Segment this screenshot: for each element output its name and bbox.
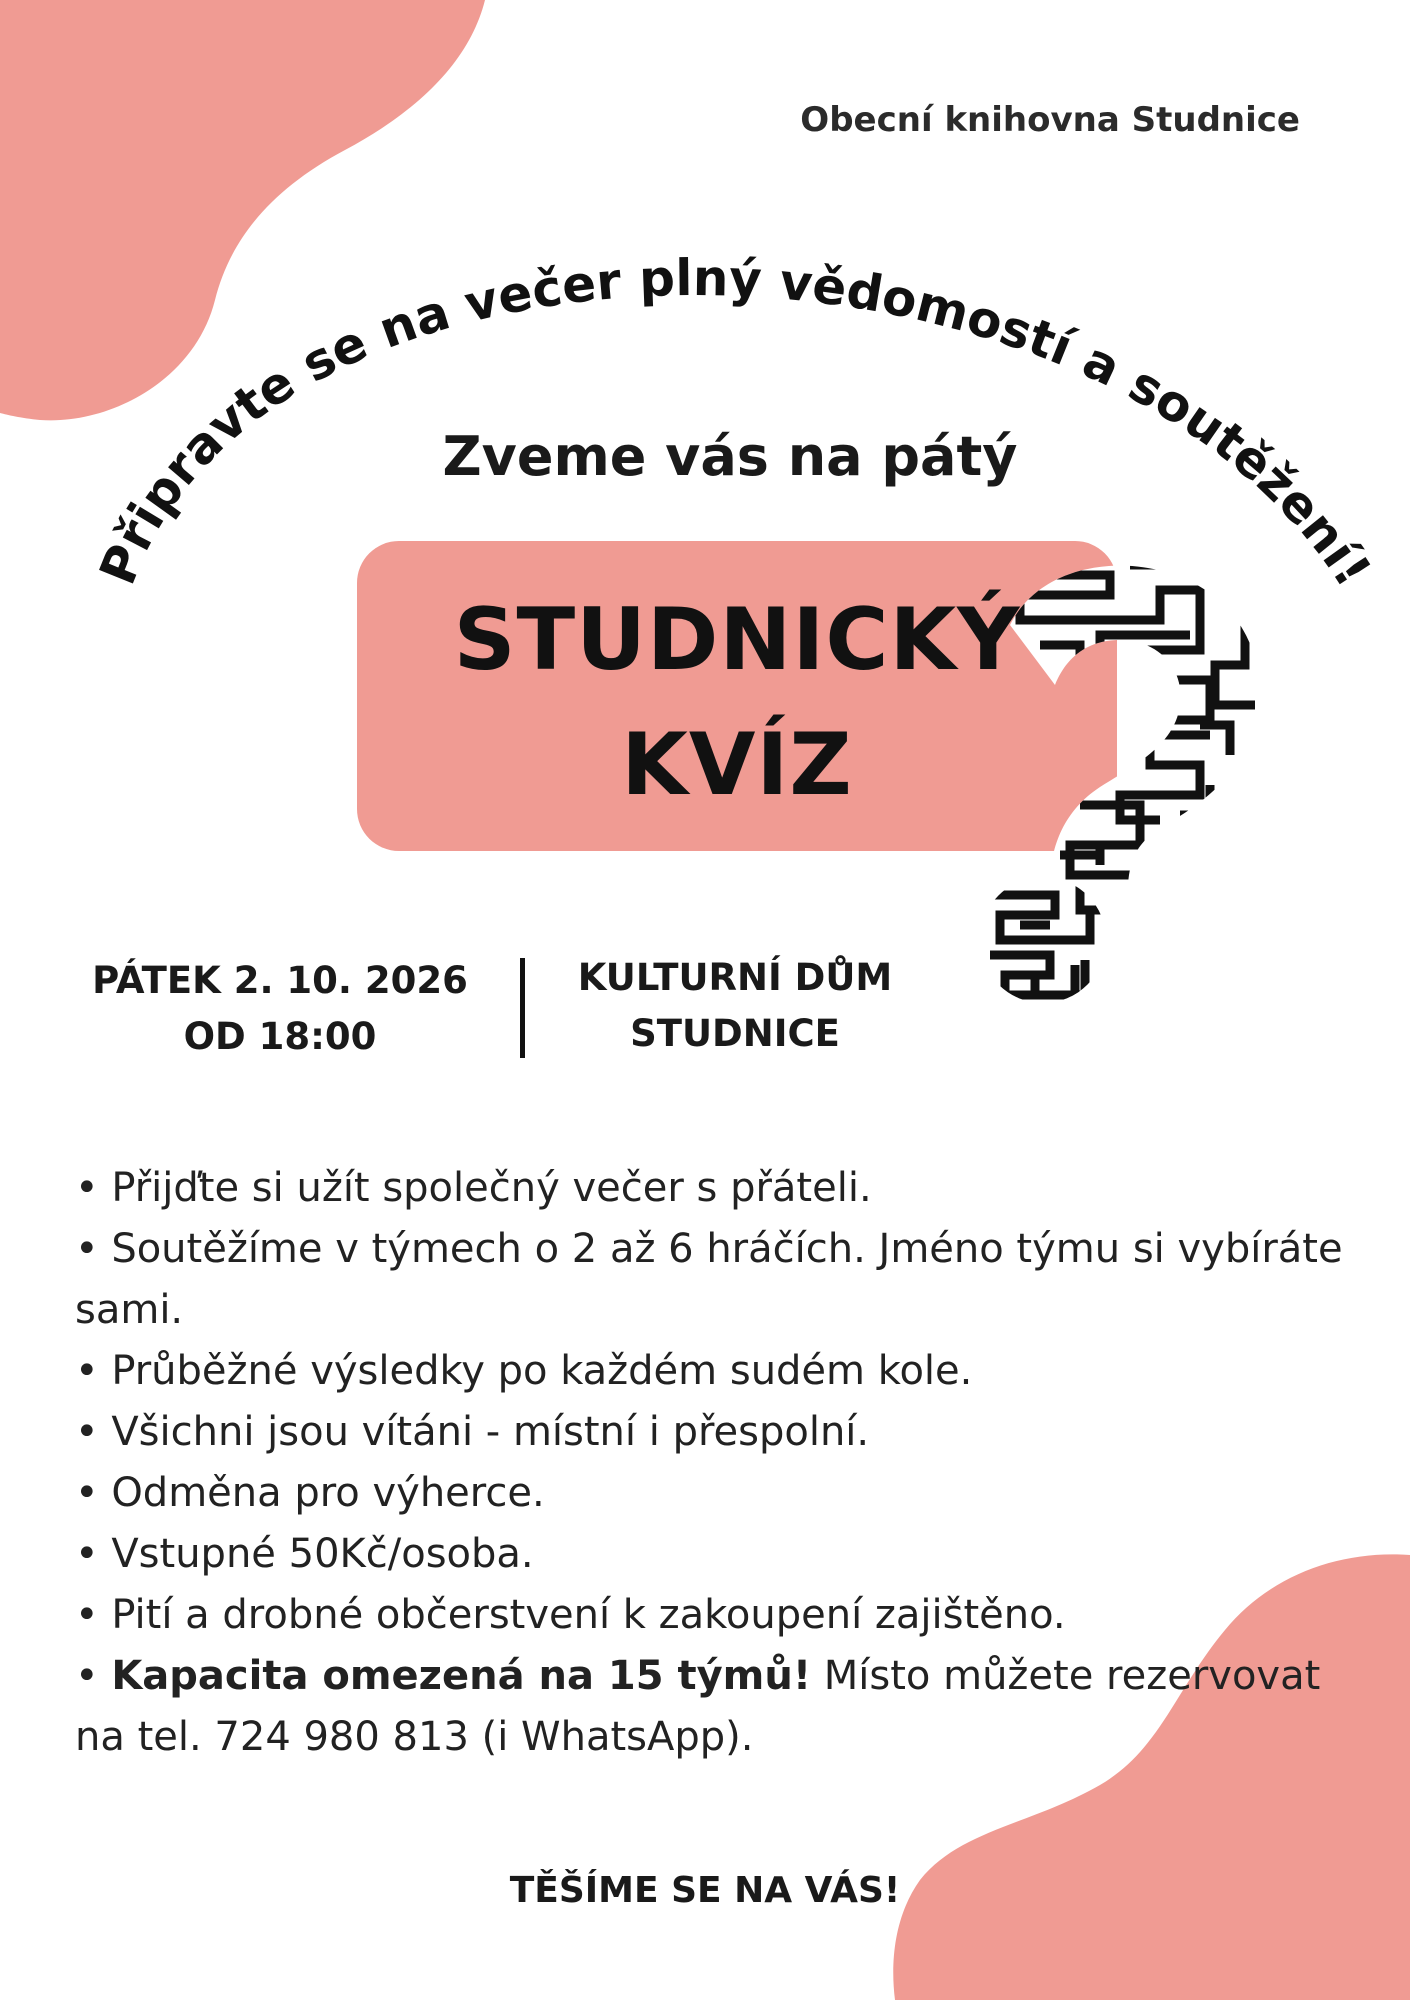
- event-place-line-1: KULTURNÍ DŮM: [577, 956, 893, 999]
- list-item: • Přijďte si užít společný večer s přáteli.: [75, 1165, 872, 1211]
- list-item: • Pití a drobné občerstvení k zakoupení zajištěno.: [75, 1592, 1066, 1638]
- event-date-line-1: PÁTEK 2. 10. 2026: [92, 959, 468, 1002]
- list-item: • Průběžné výsledky po každém sudém kole.: [75, 1348, 973, 1394]
- closing-message: TĚŠÍME SE NA VÁS!: [509, 1870, 901, 1911]
- list-item: • Odměna pro výherce.: [75, 1470, 545, 1516]
- info-divider: [520, 958, 525, 1058]
- list-item: • Všichni jsou vítáni - místní i přespolní.: [75, 1409, 870, 1455]
- subheading: Zveme vás na pátý: [442, 425, 1018, 488]
- maze-question-mark-icon: [980, 555, 1280, 1015]
- title-line-2: KVÍZ: [621, 715, 853, 815]
- info-list: [75, 1158, 1345, 1768]
- capacity-highlight: Kapacita omezená na 15 týmů!: [111, 1653, 812, 1699]
- reservation-info: Místo můžete rezervovat na tel. 724 980 813 (i WhatsApp).: [75, 1653, 1321, 1760]
- organizer-name: Obecní knihovna Studnice: [800, 100, 1300, 140]
- title-line-1: STUDNICKÝ: [453, 590, 1021, 690]
- event-place: [540, 950, 930, 1062]
- list-item: • Vstupné 50Kč/osoba.: [75, 1531, 534, 1577]
- event-place-line-2: STUDNICE: [630, 1012, 840, 1055]
- list-item-capacity: • Kapacita omezená na 15 týmů! Místo můžete rezervovat na tel. 724 980 813 (i WhatsApp).: [75, 1653, 1321, 1760]
- event-date: [80, 953, 480, 1065]
- headline-arc-text: Připravte se na večer plný vědomostí a soutěžení!: [88, 248, 1383, 597]
- event-time: OD 18:00: [183, 1015, 377, 1058]
- list-item: • Soutěžíme v týmech o 2 až 6 hráčích. Jméno týmu si vybíráte sami.: [75, 1226, 1343, 1333]
